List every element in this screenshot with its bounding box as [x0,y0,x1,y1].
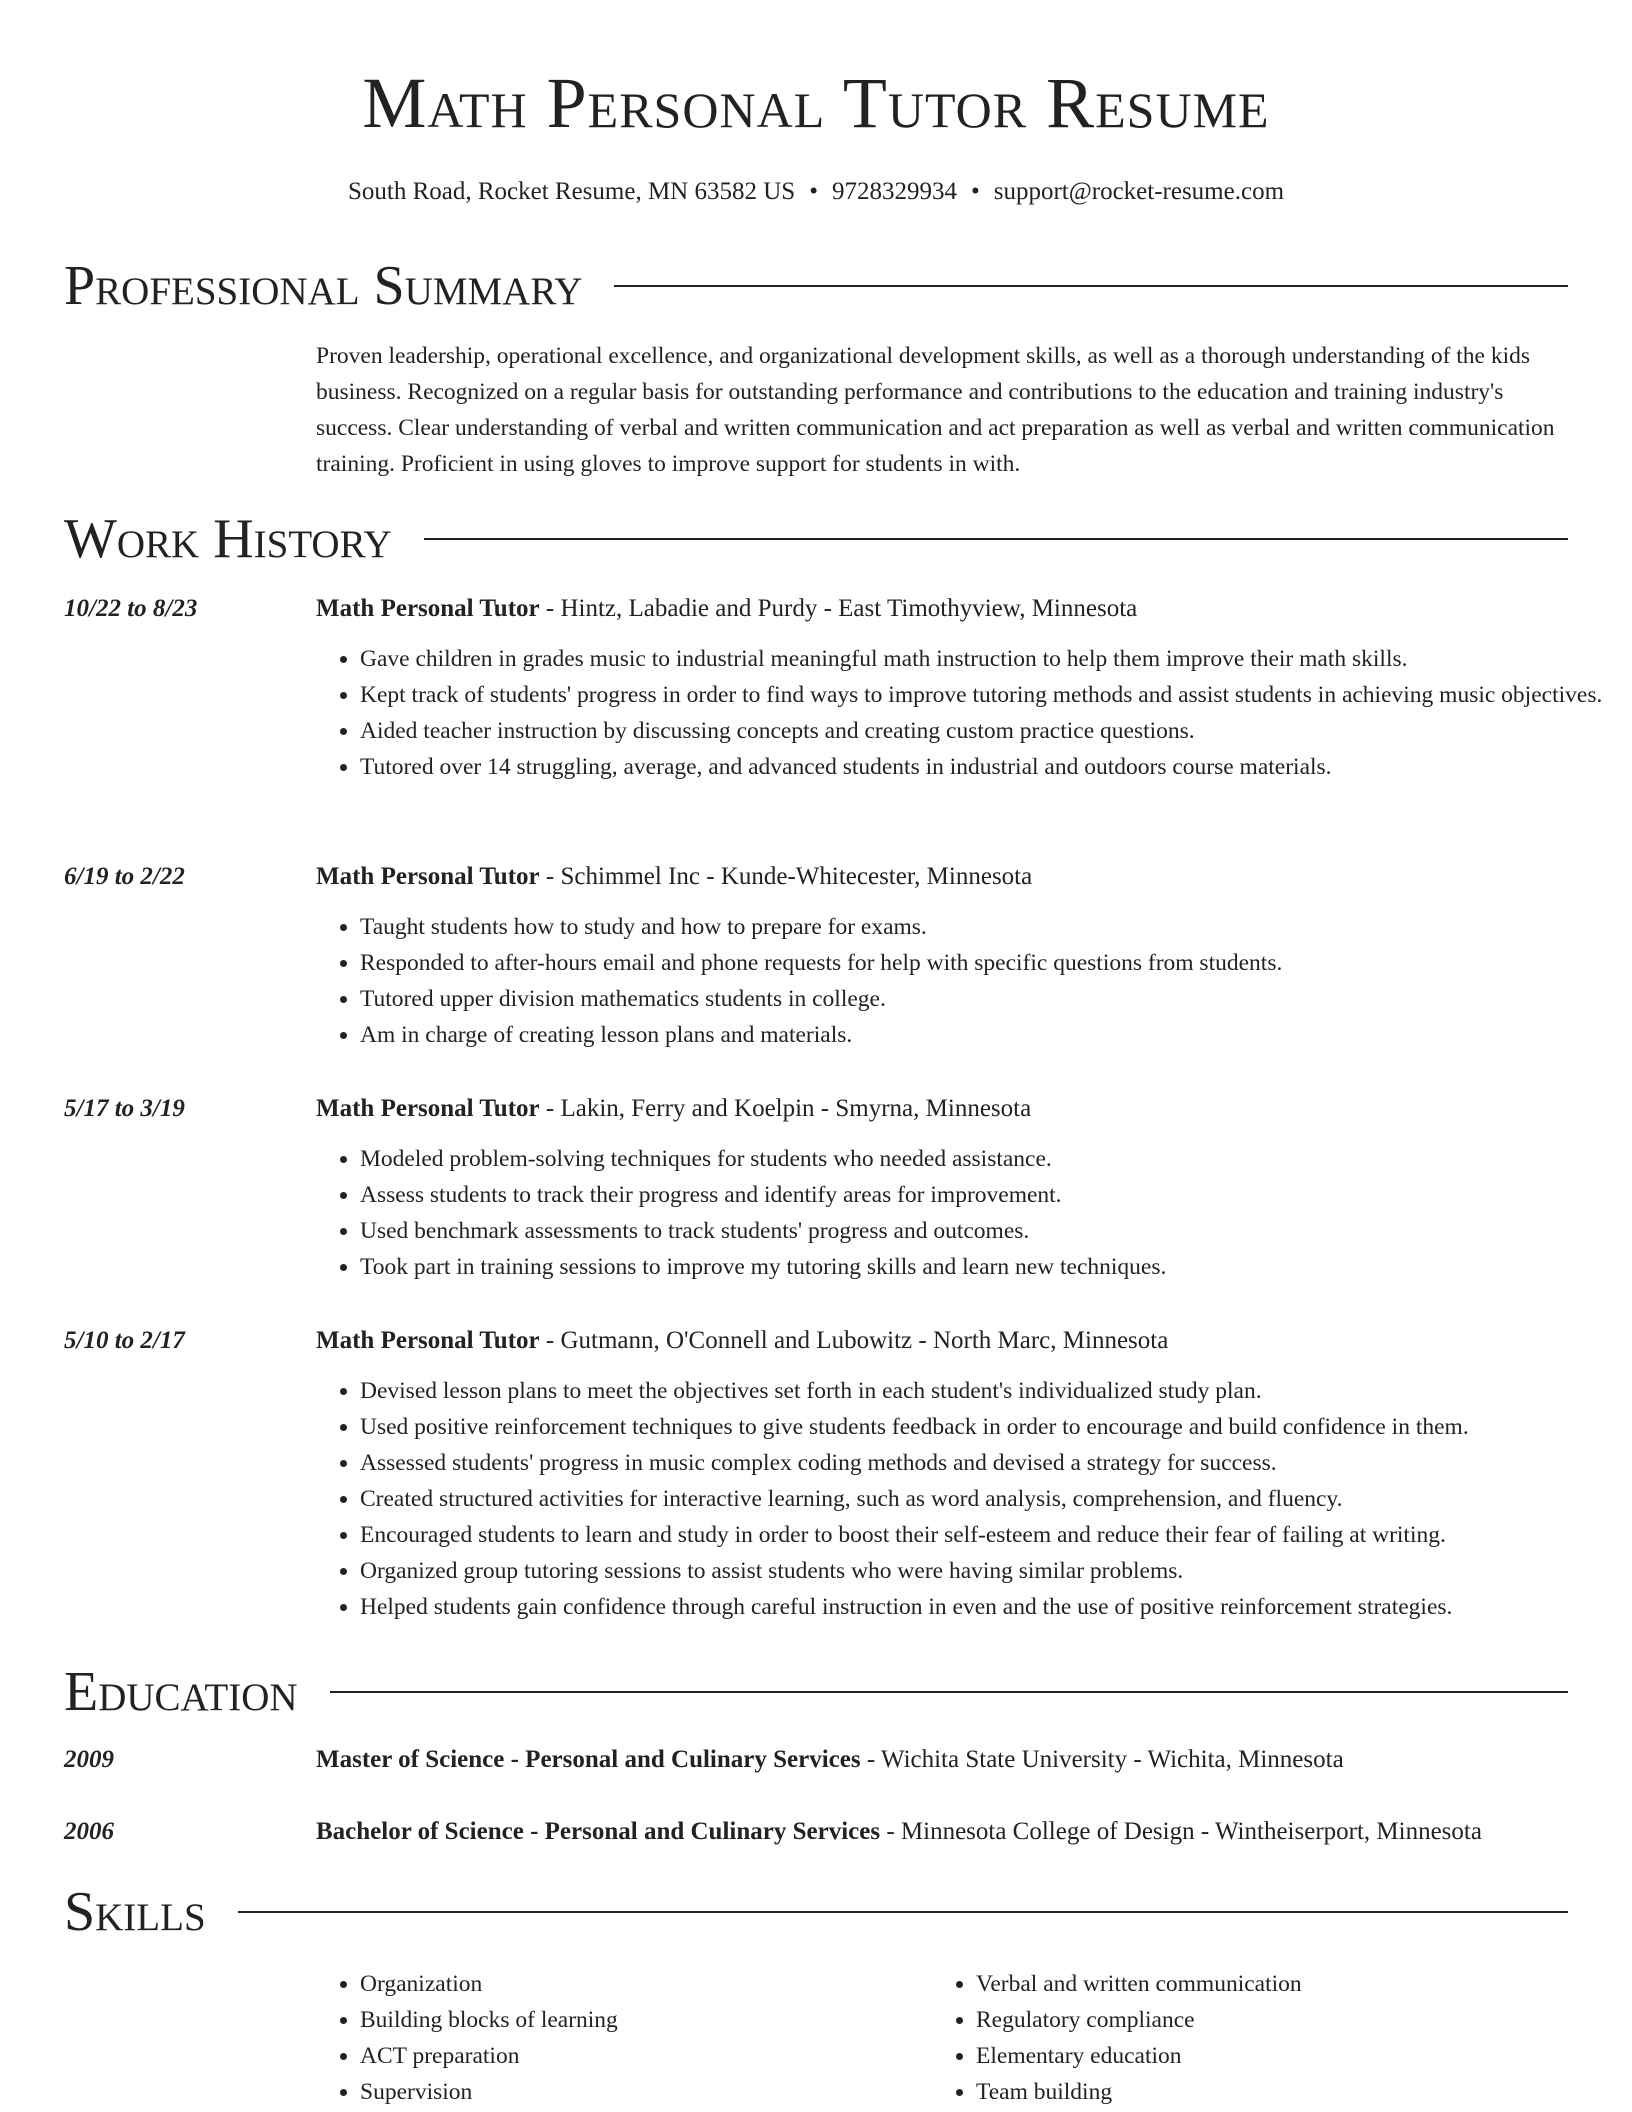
education-details: - Minnesota College of Design - Wintheiserport, Minnesota [880,1818,1482,1845]
job-bullet: • Kept track of students' progress in order to find ways to improve tutoring methods and assist students in achieving music objectives. [360,677,1620,713]
job-bullet: • Assess students to track their progress and identify areas for improvement. [360,1177,1620,1213]
job-bullets [316,641,1620,785]
summary-heading: Professional Summary [64,255,583,317]
job-bullet: • Am in charge of creating lesson plans and materials. [360,1017,1620,1053]
job-bullets [316,909,1620,1053]
education-degree: Master of Science - Personal and Culinary Services [316,1746,861,1773]
education-year: 2009 [64,1746,114,1773]
job-details: - Lakin, Ferry and Koelpin - Smyrna, Minnesota [539,1095,1032,1122]
job-bullet: • Aided teacher instruction by discussing concepts and creating custom practice questions. [360,713,1620,749]
skill-item: • Verbal and written communication [976,1966,1302,2002]
job-details: - Hintz, Labadie and Purdy - East Timothyview, Minnesota [539,595,1138,622]
work-heading: Work History [64,508,392,570]
contact-separator: • [970,178,980,205]
job-title: Math Personal Tutor [316,1095,540,1122]
job-bullet: • Helped students gain confidence through careful instruction in even and the use of positive reinforcement strategies. [360,1589,1620,1625]
job-title: Math Personal Tutor [316,863,540,890]
summary-section-header [64,254,1568,318]
education-section-header [64,1660,1568,1724]
job-bullets [316,1373,1620,1625]
job-role [316,1091,1031,1127]
job-date: 5/17 to 3/19 [64,1095,185,1122]
education-degree: Bachelor of Science - Personal and Culinary Services [316,1818,881,1845]
section-divider [614,285,1568,287]
skill-item: • Regulatory compliance [976,2002,1302,2038]
resume-title: Math Personal Tutor Resume [362,63,1270,143]
skill-item: • Building blocks of learning [360,2002,618,2038]
job-title: Math Personal Tutor [316,595,540,622]
skills-section-header [64,1880,1568,1944]
job-bullet: • Taught students how to study and how to prepare for exams. [360,909,1620,945]
section-divider [330,1691,1568,1693]
job-date: 6/19 to 2/22 [64,863,185,890]
education-heading: Education [64,1661,298,1723]
job-bullet: • Created structured activities for interactive learning, such as word analysis, comprehension, and fluency. [360,1481,1620,1517]
contact-separator: • [809,178,818,205]
job-bullet: • Tutored over 14 struggling, average, and advanced students in industrial and outdoors course materials. [360,749,1620,785]
job-bullet: • Gave children in grades music to industrial meaningful math instruction to help them improve their math skills. [360,641,1620,677]
job-details: - Gutmann, O'Connell and Lubowitz - North Marc, Minnesota [539,1327,1169,1354]
job-bullet: • Assessed students' progress in music complex coding methods and devised a strategy for success. [360,1445,1620,1481]
skills-list-left [316,1966,618,2110]
contact-email: support@rocket-resume.com [993,178,1285,205]
job-role [316,859,1032,895]
contact-phone: 9728329934 [831,178,957,205]
job-bullet: • Encouraged students to learn and study in order to boost their self-esteem and reduce their fear of failing at writing. [360,1517,1620,1553]
job-title: Math Personal Tutor [316,1327,540,1354]
job-date: 10/22 to 8/23 [64,595,198,622]
skill-item: • ACT preparation [360,2038,618,2074]
job-role [316,591,1137,627]
job-role [316,1323,1168,1359]
skill-item: • Elementary education [976,2038,1302,2074]
summary-text: Proven leadership, operational excellence, and organizational development skills, as well as a thorough understanding of the kids business. Recognized on a regular basis for outstanding performance and contributions to the education and training industry's success. Clear understanding of verbal and written communication and act preparation as well as verbal and written communication training. Proficient in using gloves to improve support for students in with. [316,343,1555,477]
education-degree-line [316,1742,1344,1778]
job-details: - Schimmel Inc - Kunde-Whitecester, Minnesota [539,863,1033,890]
job-bullet: • Tutored upper division mathematics students in college. [360,981,1620,1017]
job-bullet: • Used positive reinforcement techniques to give students feedback in order to encourage and build confidence in them. [360,1409,1620,1445]
job-date: 5/10 to 2/17 [64,1327,185,1354]
job-bullet: • Used benchmark assessments to track students' progress and outcomes. [360,1213,1620,1249]
job-bullets [316,1141,1620,1285]
education-year: 2006 [64,1818,114,1845]
education-degree-line [316,1814,1482,1850]
skills-list-right [932,1966,1302,2110]
job-bullet: • Took part in training sessions to improve my tutoring skills and learn new techniques. [360,1249,1620,1285]
job-bullet: • Modeled problem-solving techniques for students who needed assistance. [360,1141,1620,1177]
section-divider [238,1911,1568,1913]
skills-heading: Skills [64,1881,206,1943]
skill-item: • Supervision [360,2074,618,2110]
contact-address: South Road, Rocket Resume, MN 63582 US [347,178,796,205]
skill-item: • Organization [360,1966,618,2002]
job-bullet: • Responded to after-hours email and phone requests for help with specific questions from students. [360,945,1620,981]
work-section-header [64,507,1568,571]
job-bullet: • Organized group tutoring sessions to assist students who were having similar problems. [360,1553,1620,1589]
contact-line [0,175,1632,209]
section-divider [424,538,1568,540]
education-details: - Wichita State University - Wichita, Minnesota [860,1746,1344,1773]
job-bullet: • Devised lesson plans to meet the objectives set forth in each student's individualized study plan. [360,1373,1620,1409]
skill-item: • Team building [976,2074,1302,2110]
